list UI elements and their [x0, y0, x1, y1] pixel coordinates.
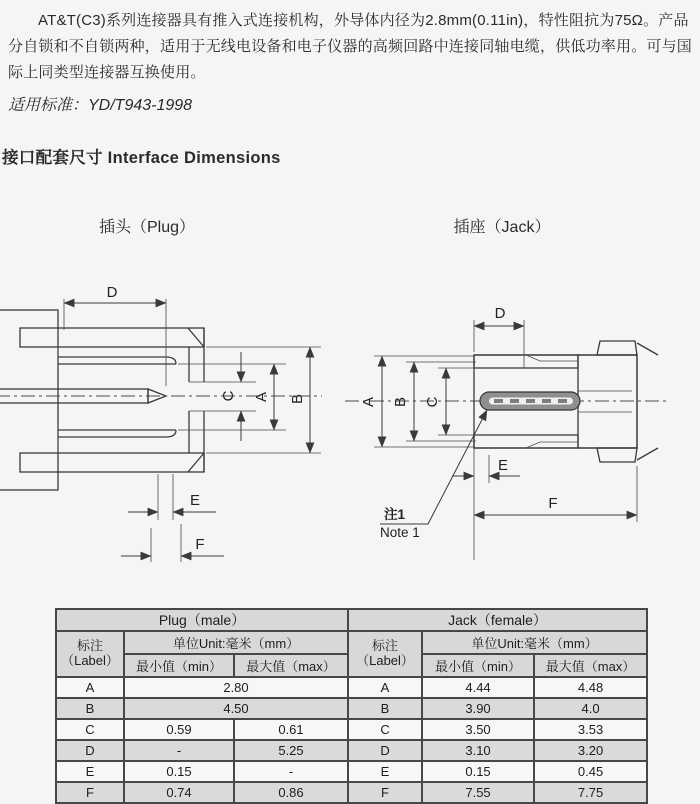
jack-body — [578, 355, 637, 448]
jack-label-cell: F — [348, 782, 422, 803]
plug-max-cell: 0.86 — [234, 782, 348, 803]
plug-max-cell: - — [234, 761, 348, 782]
plug-group-header: Plug（male） — [56, 609, 348, 631]
plug-dim-label-f: F — [195, 536, 205, 553]
jack-socket-contact — [480, 392, 580, 410]
jack-dim-label-e: E — [497, 457, 509, 474]
plug-min-cell: 0.59 — [124, 719, 234, 740]
jack-max-cell: 3.53 — [534, 719, 647, 740]
jack-label-header — [348, 631, 422, 677]
plug-min-cell: - — [124, 740, 234, 761]
table-row — [56, 698, 647, 719]
table-row — [56, 677, 647, 698]
jack-flange-top — [597, 341, 637, 355]
dimensions-table — [55, 608, 648, 804]
jack-min-header: 最小值（min） — [422, 654, 534, 677]
plug-value-cell: 2.80 — [124, 677, 348, 698]
plug-dim-label-b: B — [289, 393, 306, 405]
jack-dim-label-b: B — [392, 396, 409, 408]
jack-label-cell: E — [348, 761, 422, 782]
jack-min-cell: 3.10 — [422, 740, 534, 761]
plug-max-header: 最大值（max） — [234, 654, 348, 677]
plug-label-header — [56, 631, 124, 677]
jack-dimensions — [360, 305, 637, 560]
jack-dim-label-c: C — [424, 396, 441, 408]
note1-label-en: Note 1 — [380, 525, 420, 540]
jack-caption: 插座（Jack） — [453, 219, 551, 236]
plug-min-cell: 0.15 — [124, 761, 234, 782]
jack-max-cell: 3.20 — [534, 740, 647, 761]
jack-group-header: Jack（female） — [348, 609, 647, 631]
table-row — [56, 761, 647, 782]
jack-min-cell: 3.50 — [422, 719, 534, 740]
plug-value-cell: 4.50 — [124, 698, 348, 719]
plug-label-cell: C — [56, 719, 124, 740]
label-header-en: （Label） — [61, 653, 119, 668]
jack-label-cell: D — [348, 740, 422, 761]
jack-dim-label-a: A — [360, 396, 377, 408]
jack-min-cell: 7.55 — [422, 782, 534, 803]
plug-dimensions — [64, 284, 321, 562]
jack-max-header: 最大值（max） — [534, 654, 647, 677]
jack-flange-bottom — [597, 448, 637, 462]
plug-max-cell: 0.61 — [234, 719, 348, 740]
plug-caption: 插头（Plug） — [98, 219, 196, 236]
section-heading: 接口配套尺寸 Interface Dimensions — [2, 149, 281, 167]
jack-max-cell: 4.0 — [534, 698, 647, 719]
jack-min-cell: 0.15 — [422, 761, 534, 782]
jack-min-cell: 4.44 — [422, 677, 534, 698]
note1-label-zh: 注1 — [384, 507, 406, 522]
jack-max-cell: 7.75 — [534, 782, 647, 803]
plug-dim-label-a: A — [253, 391, 270, 403]
table-row — [56, 740, 647, 761]
label-header-en: （Label） — [356, 653, 414, 668]
plug-dim-label-d: D — [106, 284, 118, 301]
table-row — [56, 719, 647, 740]
jack-label-cell: C — [348, 719, 422, 740]
plug-min-cell: 0.74 — [124, 782, 234, 803]
jack-unit-header: 单位Unit:毫米（mm） — [422, 631, 647, 654]
jack-label-cell: B — [348, 698, 422, 719]
plug-label-cell: A — [56, 677, 124, 698]
plug-dim-label-c: C — [220, 390, 237, 402]
jack-dim-label-d: D — [494, 305, 506, 322]
jack-dim-label-f: F — [548, 495, 558, 512]
note1-callout — [380, 410, 487, 540]
plug-max-cell: 5.25 — [234, 740, 348, 761]
plug-label-cell: D — [56, 740, 124, 761]
plug-label-cell: F — [56, 782, 124, 803]
plug-label-cell: E — [56, 761, 124, 782]
intro-paragraph: AT&T(C3)系列连接器具有推入式连接机构，外导体内径为2.8mm(0.11in)，特性阻抗为75Ω。产品分自锁和不自锁两种，适用于无线电设备和电子仪器的高频回路中连接同轴电缆，供低功率用。可与国际上同类型连接器互换使用。 — [8, 12, 693, 81]
table-row — [56, 782, 647, 803]
interface-drawings — [0, 240, 700, 600]
plug-inner-tube — [58, 357, 176, 437]
plug-outer-shell-bottom — [20, 453, 204, 472]
plug-label-cell: B — [56, 698, 124, 719]
jack-label-cell: A — [348, 677, 422, 698]
plug-outer-shell-top — [20, 328, 204, 347]
jack-max-cell: 0.45 — [534, 761, 647, 782]
plug-dim-label-e: E — [189, 492, 201, 509]
jack-max-cell: 4.48 — [534, 677, 647, 698]
table-unit-header-row — [56, 631, 647, 654]
plug-min-header: 最小值（min） — [124, 654, 234, 677]
plug-unit-header: 单位Unit:毫米（mm） — [124, 631, 348, 654]
table-body — [56, 677, 647, 803]
label-header-zh: 标注 — [372, 638, 399, 654]
jack-min-cell: 3.90 — [422, 698, 534, 719]
label-header-zh: 标注 — [76, 638, 103, 654]
applicable-standard: 适用标准：YD/T943-1998 — [8, 97, 193, 114]
table-group-header-row — [56, 609, 647, 631]
